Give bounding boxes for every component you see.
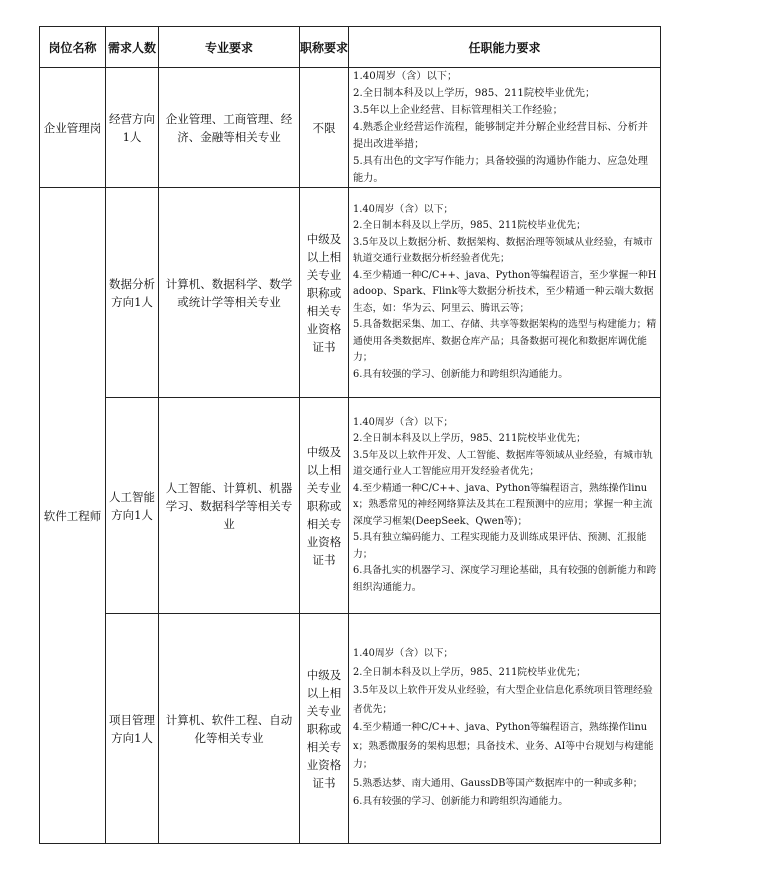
requirement-line: 3.5年及以上软件开发、人工智能、数据库等领域从业经验，有城市轨道交通行业人工智能应用开发经验者优先； xyxy=(353,449,653,478)
title-req-cell: 中级及以上相关专业职称或相关专业资格证书 xyxy=(300,188,349,398)
requirement-line: 4.至少精通一种C/C++、java、Python等编程语言，熟练操作linux；熟悉微服务的架构思想；具备技术、业务、AI等中台规划与构建能力； xyxy=(353,722,654,771)
header-major: 专业要求 xyxy=(159,27,300,68)
headcount-cell: 人工智能方向1人 xyxy=(106,398,159,614)
table-row xyxy=(40,68,661,188)
requirement-line: 5.熟悉达梦、南大通用、GaussDB等国产数据库中的一种或多种； xyxy=(353,777,643,789)
requirements-cell xyxy=(349,614,661,844)
major-cell: 计算机、软件工程、自动化等相关专业 xyxy=(159,614,300,844)
header-post-name: 岗位名称 xyxy=(40,27,106,68)
requirement-line: 2.全日制本科及以上学历，985、211院校毕业优先； xyxy=(353,88,596,99)
requirement-line: 2.全日制本科及以上学历，985、211院校毕业优先； xyxy=(353,433,586,445)
requirement-line: 6.具备扎实的机器学习、深度学习理论基础，具有较强的创新能力和跨组织沟通能力。 xyxy=(353,565,657,593)
requirement-line: 4.熟悉企业经营运作流程，能够制定并分解企业经营目标、分析并提出改进举措； xyxy=(353,122,648,150)
requirement-line: 5.具备数据采集、加工、存储、共享等数据架构的选型与构建能力；精通使用各类数据库、数据仓库产品；具备数据可视化和数据库调优能力； xyxy=(353,319,657,364)
title-req-cell: 中级及以上相关专业职称或相关专业资格证书 xyxy=(300,614,349,844)
requirements-cell xyxy=(349,398,661,614)
requirement-line: 1.40周岁（含）以下； xyxy=(353,416,454,428)
post-name-cell: 软件工程师 xyxy=(40,188,106,844)
post-name-cell: 企业管理岗 xyxy=(40,68,106,188)
requirement-line: 3.5年以上企业经营、目标管理相关工作经验； xyxy=(353,105,563,116)
requirement-line: 6.具有较强的学习、创新能力和跨组织沟通能力。 xyxy=(353,796,569,808)
title-req-cell: 不限 xyxy=(300,68,349,188)
requirement-line: 1.40周岁（含）以下； xyxy=(353,71,458,82)
title-req-cell: 中级及以上相关专业职称或相关专业资格证书 xyxy=(300,398,349,614)
major-cell: 人工智能、计算机、机器学习、数据科学等相关专业 xyxy=(159,398,300,614)
recruitment-table xyxy=(39,26,661,844)
requirement-line: 5.具有独立编码能力、工程实现能力及训练成果评估、预测、汇报能力； xyxy=(353,532,647,560)
table-row xyxy=(40,398,661,614)
requirements-cell xyxy=(349,68,661,188)
requirement-line: 6.具有较强的学习、创新能力和跨组织沟通能力。 xyxy=(353,368,569,380)
requirement-line: 4.至少精通一种C/C++、java、Python等编程语言，至少掌握一种Hadoop、Spark、Flink等大数据分析技术，至少精通一种云端大数据生态，如：华为云、阿里云、腾讯云等； xyxy=(353,269,657,314)
header-row xyxy=(40,27,661,68)
header-headcount: 需求人数 xyxy=(106,27,159,68)
requirement-line: 4.至少精通一种C/C++、java、Python等编程语言，熟练操作linux；熟悉常见的神经网络算法及其在工程预测中的应用；掌握一种主流深度学习框架(DeepSeek、Qwen等)； xyxy=(353,482,653,527)
requirement-line: 2.全日制本科及以上学历，985、211院校毕业优先； xyxy=(353,666,586,678)
header-ability: 任职能力要求 xyxy=(349,27,661,68)
requirements-cell xyxy=(349,188,661,398)
header-title-req: 职称要求 xyxy=(300,27,349,68)
headcount-cell: 数据分析方向1人 xyxy=(106,188,159,398)
requirement-line: 2.全日制本科及以上学历，985、211院校毕业优先； xyxy=(353,220,586,232)
requirement-line: 3.5年及以上数据分析、数据架构、数据治理等领域从业经验，有城市轨道交通行业数据分析经验者优先； xyxy=(353,236,653,265)
requirement-line: 1.40周岁（含）以下； xyxy=(353,203,454,215)
headcount-cell: 项目管理方向1人 xyxy=(106,614,159,844)
requirement-line: 5.具有出色的文字写作能力；具备较强的沟通协作能力、应急处理能力。 xyxy=(353,156,648,184)
major-cell: 企业管理、工商管理、经济、金融等相关专业 xyxy=(159,68,300,188)
headcount-cell: 经营方向1人 xyxy=(106,68,159,188)
major-cell: 计算机、数据科学、数学或统计学等相关专业 xyxy=(159,188,300,398)
requirement-line: 3.5年及以上软件开发从业经验，有大型企业信息化系统项目管理经验者优先； xyxy=(353,685,653,715)
table-row xyxy=(40,188,661,398)
table-row xyxy=(40,614,661,844)
requirement-line: 1.40周岁（含）以下； xyxy=(353,648,454,660)
